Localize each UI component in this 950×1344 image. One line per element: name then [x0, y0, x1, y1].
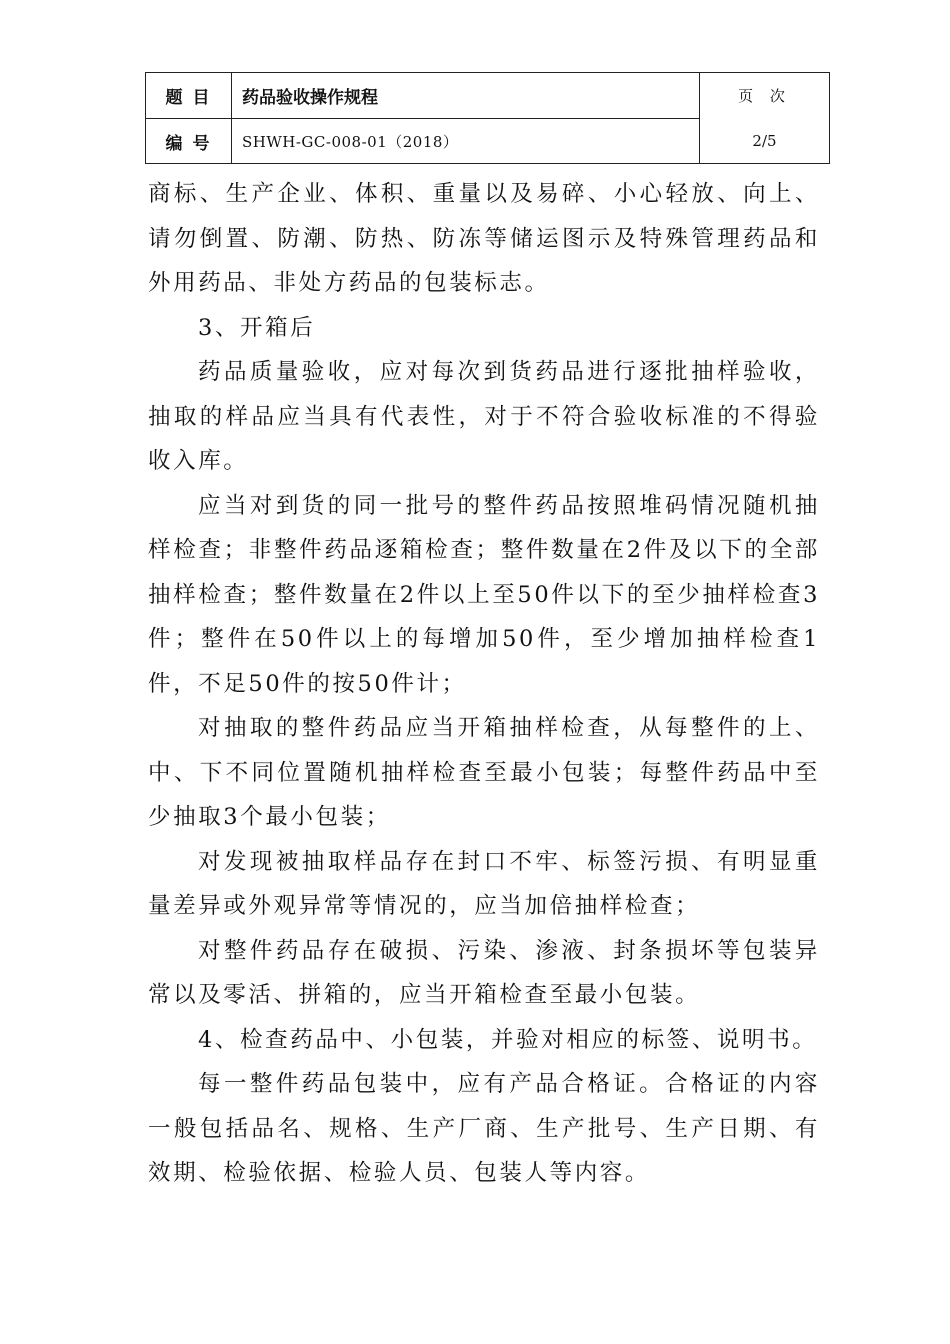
paragraph: 应当对到货的同一批号的整件药品按照堆码情况随机抽样检查；非整件药品逐箱检查；整件数量在2件及以下的全部抽样检查；整件数量在2件以上至50件以下的至少抽样检查3件；整件在50件以上的每增加50件，至少增加抽样检查1件，不足50件的按50件计；: [148, 492, 820, 697]
paragraph: 每一整件药品包装中，应有产品合格证。合格证的内容一般包括品名、规格、生产厂商、生产批号、生产日期、有效期、检验依据、检验人员、包装人等内容。: [148, 1071, 820, 1186]
page-info-cell: [700, 73, 830, 164]
paragraph: 对整件药品存在破损、污染、渗液、封条损坏等包装异常以及零活、拼箱的，应当开箱检查至最小包装。: [148, 937, 820, 1008]
document-body: [148, 172, 820, 1196]
paragraph: 对抽取的整件药品应当开箱抽样检查，从每整件的上、中、下不同位置随机抽样检查至最小包装；每整件药品中至少抽取3个最小包装；: [148, 715, 820, 830]
document-header-table: [145, 72, 830, 164]
code-label: 编 号: [146, 119, 232, 164]
paragraph-continuation: 商标、生产企业、体积、重量以及易碎、小心轻放、向上、请勿倒置、防潮、防热、防冻等储运图示及特殊管理药品和外用药品、非处方药品的包装标志。: [148, 181, 820, 296]
section-heading-3: 3、开箱后: [198, 314, 316, 341]
page-number: 2/5: [752, 132, 777, 150]
paragraph: 对发现被抽取样品存在封口不牢、标签污损、有明显重量差异或外观异常等情况的，应当加倍抽样检查；: [148, 848, 820, 919]
document-code: SHWH-GC-008-01（2018）: [232, 119, 700, 164]
paragraph: 药品质量验收，应对每次到货药品进行逐批抽样验收，抽取的样品应当具有代表性，对于不符合验收标准的不得验收入库。: [148, 359, 820, 474]
page-label: 页 次: [738, 87, 791, 105]
title-label: 题 目: [146, 73, 232, 119]
section-heading-4: 4、检查药品中、小包装，并验对相应的标签、说明书。: [198, 1026, 818, 1053]
document-title: 药品验收操作规程: [232, 73, 700, 119]
